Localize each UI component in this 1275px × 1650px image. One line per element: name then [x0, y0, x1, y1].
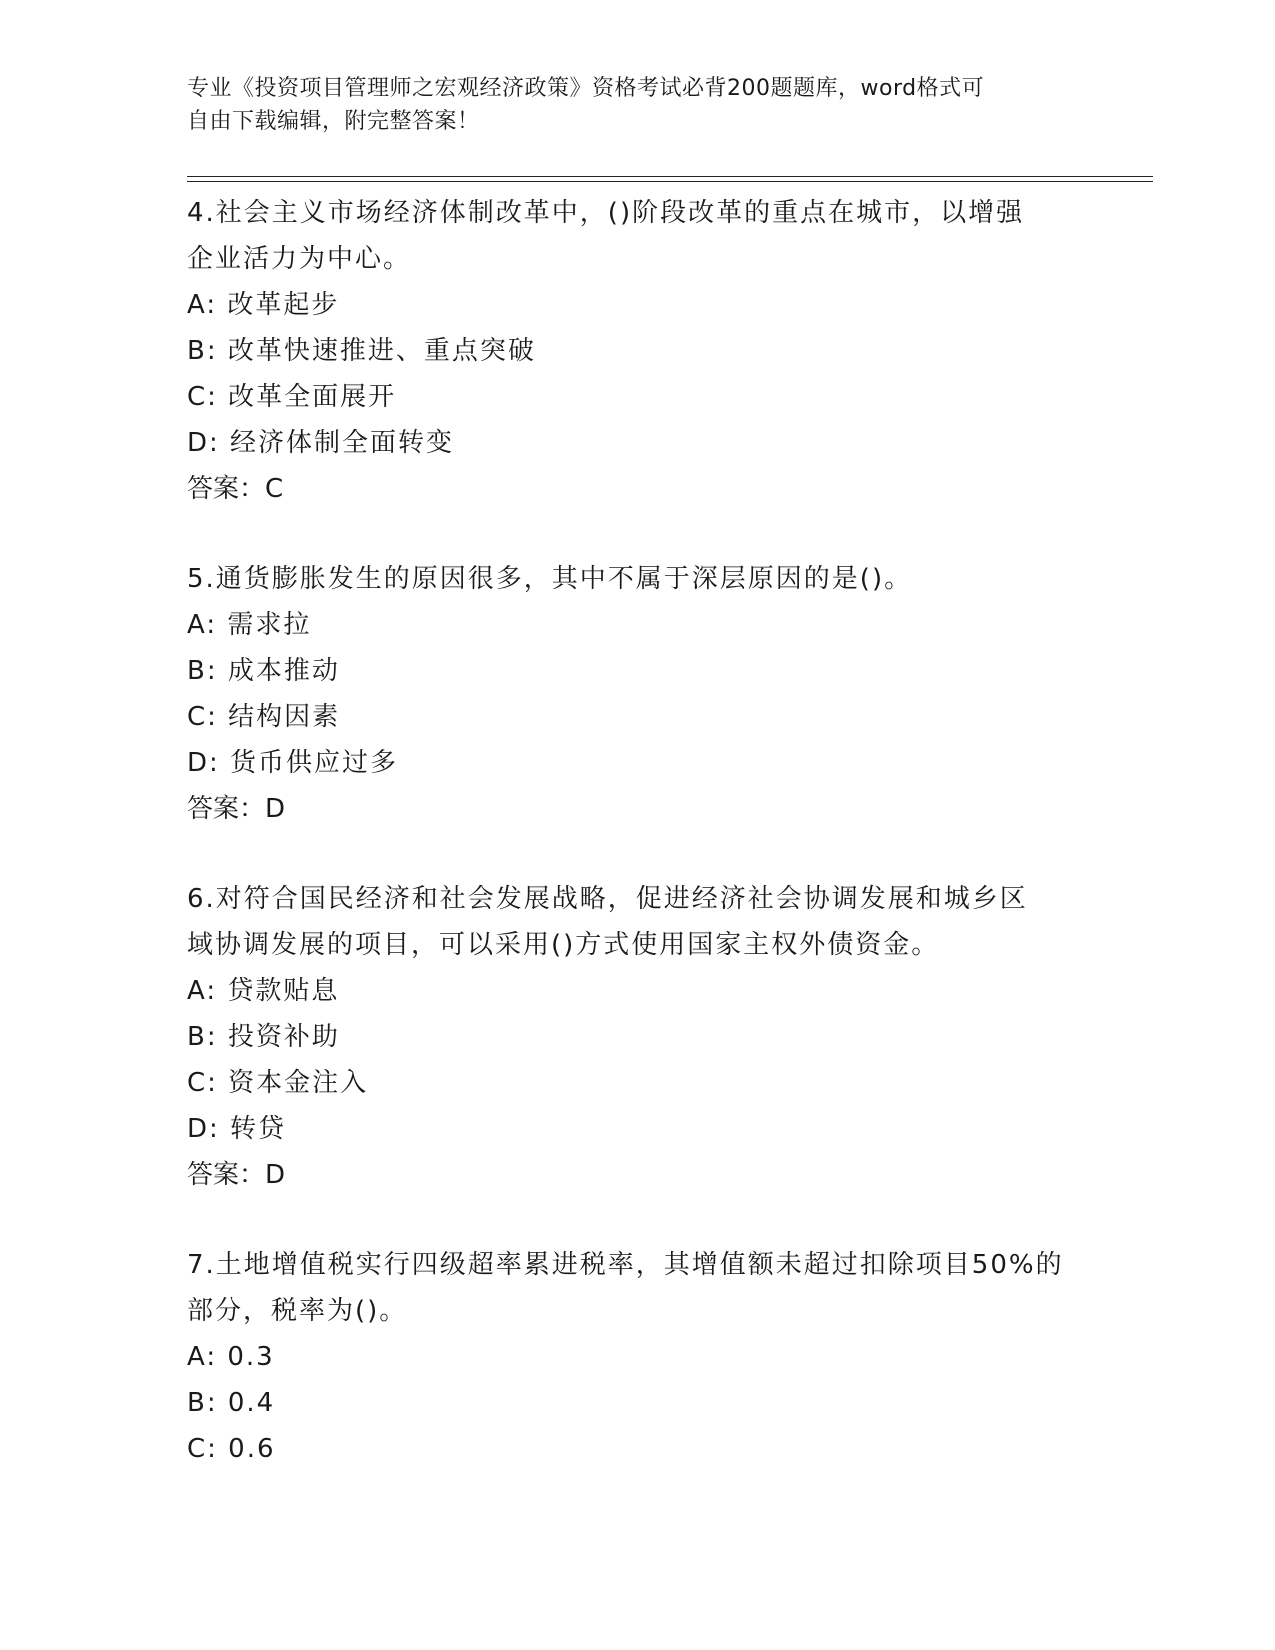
option-a: A: 0.3: [187, 1342, 275, 1372]
answer-label: 答案：D: [187, 794, 286, 824]
option-c: C: 改革全面展开: [187, 382, 397, 412]
question-text-line: 6.对符合国民经济和社会发展战略，促进经济社会协调发展和城乡区: [187, 884, 1028, 914]
option-d: D: 货币供应过多: [187, 748, 399, 778]
question-text-line: 部分，税率为()。: [187, 1296, 408, 1326]
question-text-line: 域协调发展的项目，可以采用()方式使用国家主权外债资金。: [187, 930, 940, 960]
option-b: B: 0.4: [187, 1388, 276, 1418]
question-text-line: 5.通货膨胀发生的原因很多，其中不属于深层原因的是()。: [187, 564, 913, 594]
question-list: [187, 190, 1087, 1516]
question-7: [187, 1242, 1087, 1472]
option-a: A: 需求拉: [187, 610, 312, 640]
header-line-1: 专业《投资项目管理师之宏观经济政策》资格考试必背200题题库，word格式可: [187, 76, 985, 101]
option-b: B: 投资补助: [187, 1022, 340, 1052]
option-a: A: 改革起步: [187, 290, 340, 320]
option-b: B: 改革快速推进、重点突破: [187, 336, 536, 366]
header-line-2: 自由下载编辑，附完整答案！: [187, 109, 480, 134]
document-header: [187, 72, 1087, 138]
header-divider: [187, 176, 1153, 182]
option-a: A: 贷款贴息: [187, 976, 340, 1006]
question-text-line: 7.土地增值税实行四级超率累进税率，其增值额未超过扣除项目50%的: [187, 1250, 1064, 1280]
option-c: C: 0.6: [187, 1434, 276, 1464]
option-b: B: 成本推动: [187, 656, 340, 686]
question-text-line: 4.社会主义市场经济体制改革中，()阶段改革的重点在城市，以增强: [187, 198, 1025, 228]
question-5: [187, 556, 1087, 832]
answer-label: 答案：D: [187, 1160, 286, 1190]
question-6: [187, 876, 1087, 1198]
question-4: [187, 190, 1087, 512]
option-d: D: 转贷: [187, 1114, 287, 1144]
answer-label: 答案：C: [187, 474, 284, 504]
option-d: D: 经济体制全面转变: [187, 428, 455, 458]
option-c: C: 结构因素: [187, 702, 341, 732]
question-text-line: 企业活力为中心。: [187, 244, 412, 274]
option-c: C: 资本金注入: [187, 1068, 369, 1098]
